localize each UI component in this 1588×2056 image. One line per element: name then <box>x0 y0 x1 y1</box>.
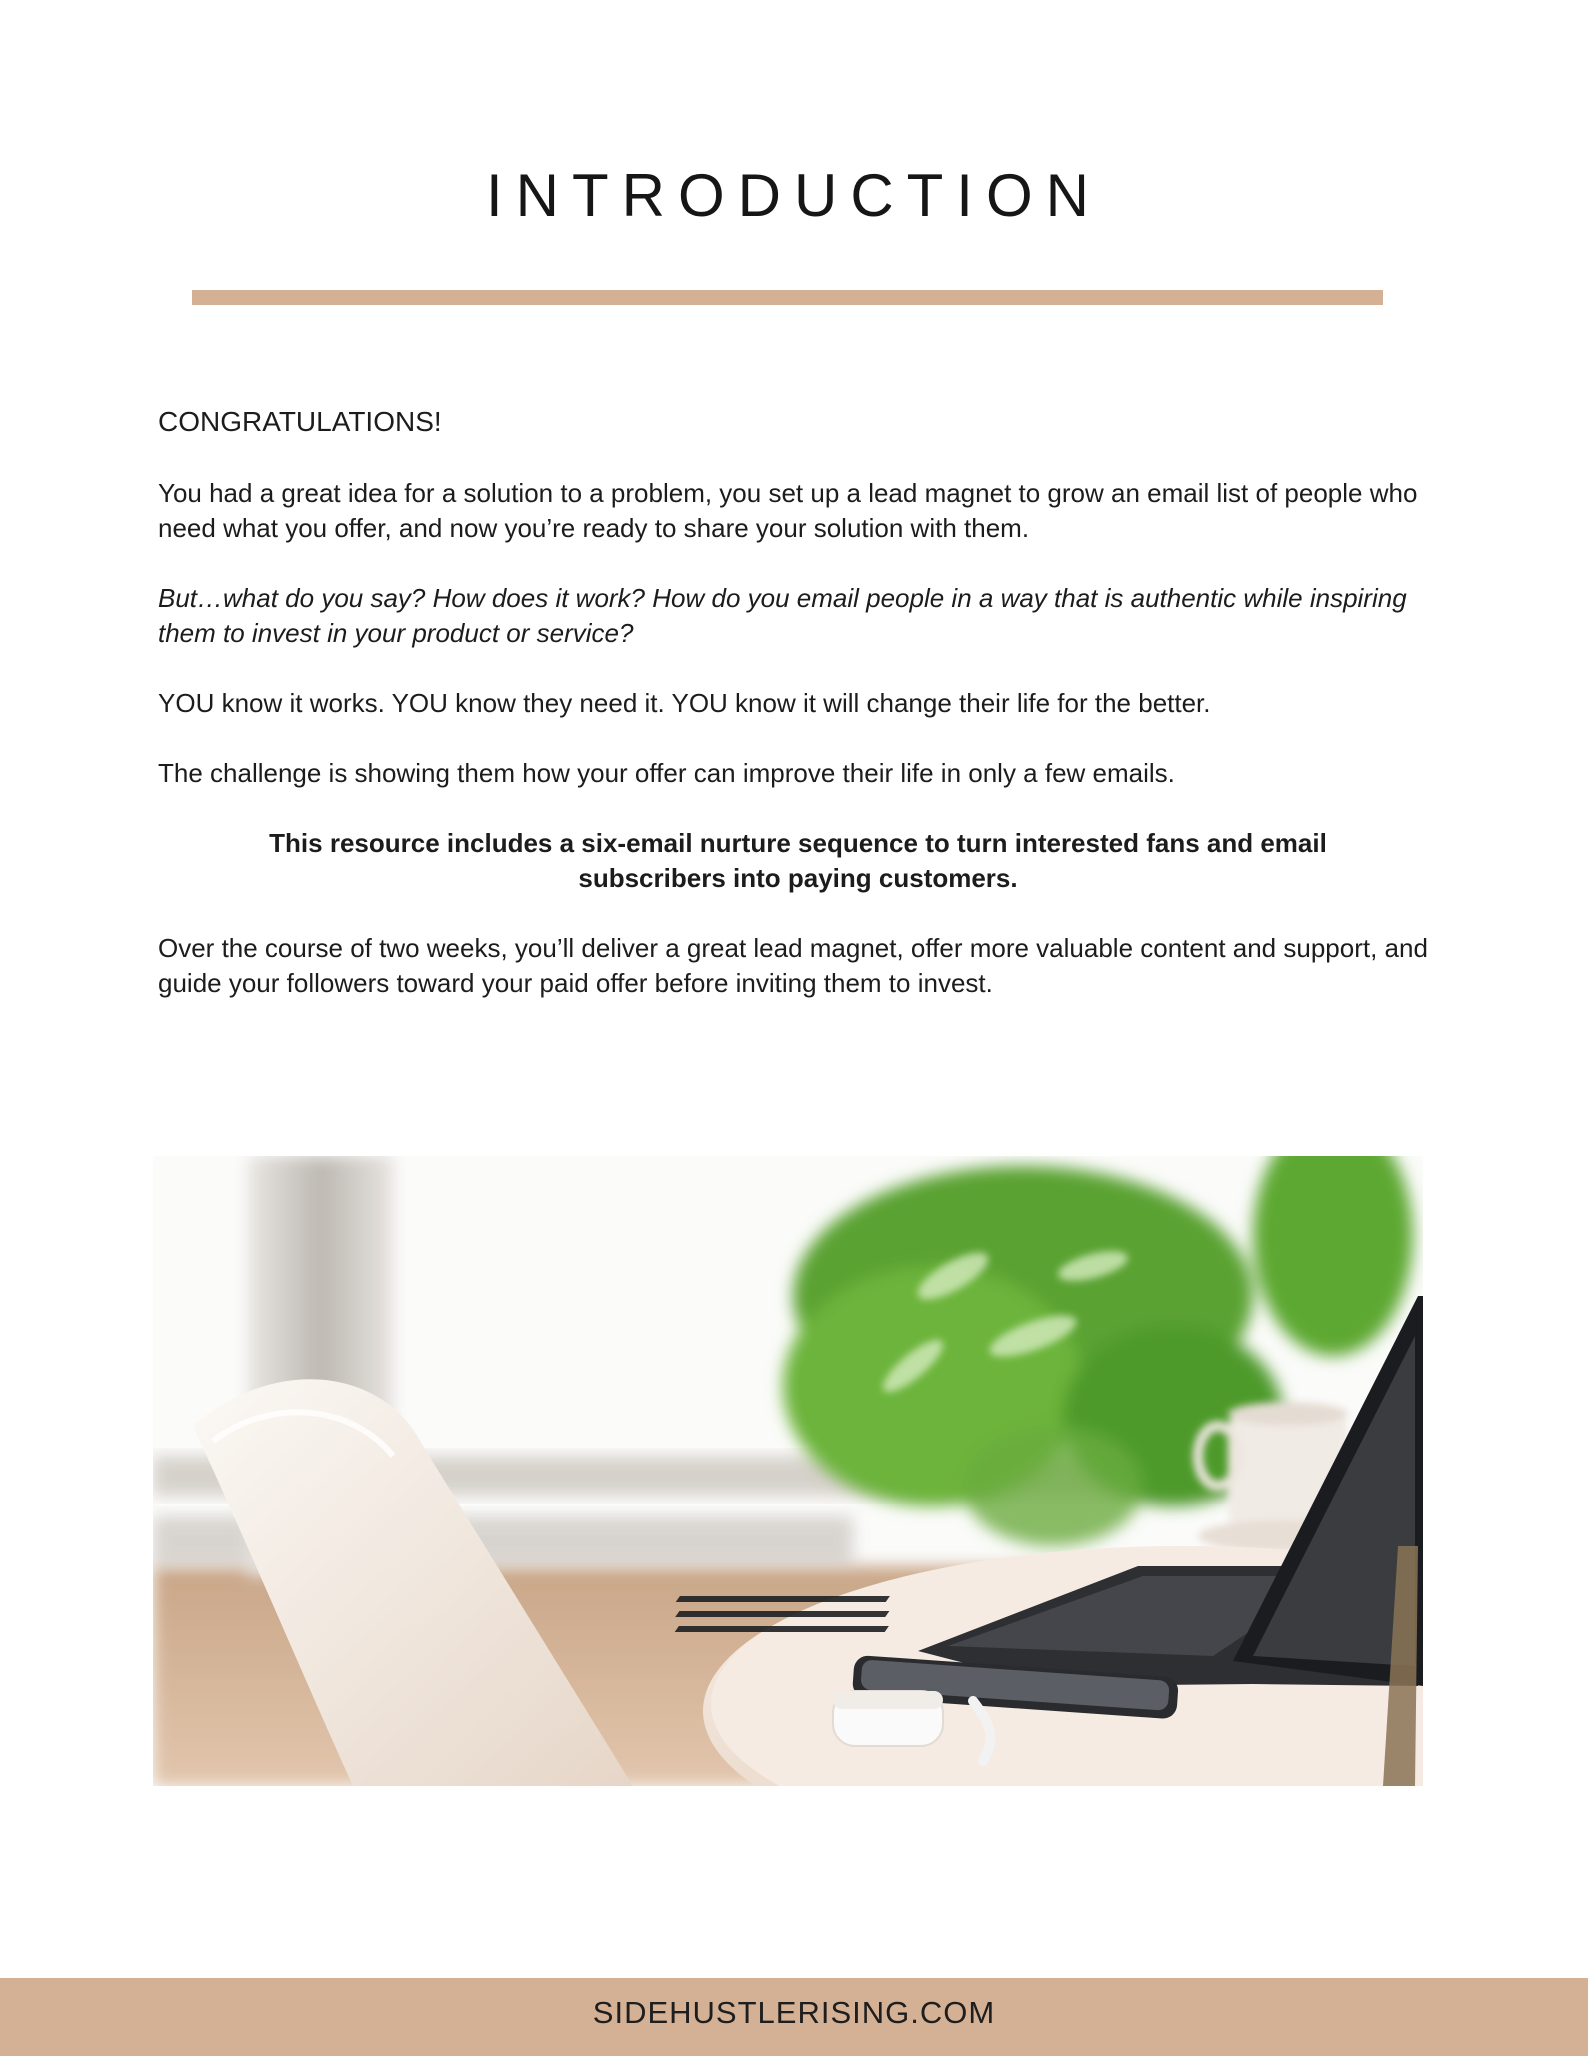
resource-highlight: This resource includes a six-email nurture sequence to turn interested fans and email subscribers into paying customers. <box>269 828 1327 893</box>
title-divider <box>192 290 1383 305</box>
intro-paragraph-questions: But…what do you say? How does it work? How do you email people in a way that is authentic while inspiring them to invest in your product or service? <box>158 583 1407 648</box>
intro-paragraph-3: YOU know it works. YOU know they need it. YOU know it will change their life for the better. <box>158 688 1211 718</box>
workspace-photo <box>153 1156 1423 1786</box>
congratulations-heading: CONGRATULATIONS! <box>158 406 442 437</box>
intro-content <box>158 404 1438 1036</box>
page-title: INTRODUCTION <box>486 162 1102 229</box>
footer-band <box>0 1978 1588 2056</box>
footer-website: SIDEHUSTLERISING.COM <box>592 1995 996 2030</box>
intro-paragraph-1: You had a great idea for a solution to a problem, you set up a lead magnet to grow an email list of people who need what you offer, and now you’re ready to share your solution with them. <box>158 478 1418 543</box>
intro-paragraph-5: Over the course of two weeks, you’ll deliver a great lead magnet, offer more valuable content and support, and guide your followers toward your paid offer before inviting them to invest. <box>158 933 1428 998</box>
intro-paragraph-4: The challenge is showing them how your offer can improve their life in only a few emails. <box>158 758 1175 788</box>
